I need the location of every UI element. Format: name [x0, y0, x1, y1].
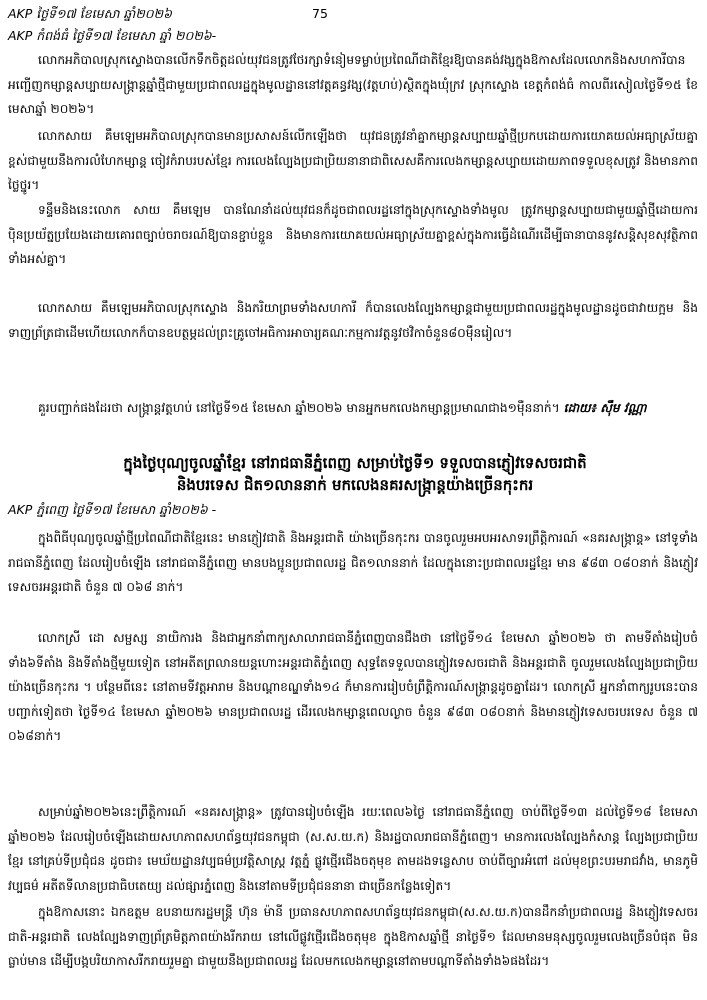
- article-1-paragraph: លោកអភិបាលស្រុកស្ទោងបានលើកទឹកចិត្តដល់យុវជនត្រូវថែរក្សាទំនៀមទម្លាប់ប្រពៃណីជាតិខ្មែរឱ្យបានគង់វង្សក្នុងឱកាសដែលលោកនិងសហការីបានអញ្ជើញកម្សាន្តសប្បាយសង្ក្រាន្តឆ្នាំថ្មីជាមួយប្រជាពលរដ្ឋក្នុងមូលដ្ឋាននៅវត្តគន្ធវង្ស(វត្តហប់)ស្ថិតក្នុងឃុំក្រវ ស្រុកស្ទោង ខេត្តកំពង់ធំ កាលពីរសៀលថ្ងៃទី១៥ ខែមេសាឆ្នាំ ២០២៦។: [8, 53, 698, 116]
- article-1-paragraph: លោកសាយ គឹមឡេមអភិបាលស្រុកស្ទោង និងភរិយាព្រមទាំងសហការី ក៏បានលេងល្បែងកម្សាន្តជាមួយប្រជាពលរដ្ឋក្នុងមូលដ្ឋានដូចជាវាយក្អម និងទាញព្រ័ត្រជាដើមហើយលោកក៏បានឧបត្ថម្ភដល់ព្រះគ្រូចៅអធិការអាចារ្យគណៈកម្មការវត្តនូវថវិកាចំនួន៨០ម៉ឺនរៀល។: [8, 301, 698, 340]
- article-2-paragraph: សម្រាប់ឆ្នាំ២០២៦នេះព្រឹត្តិការណ៍ «នគរសង្ក្រាន្ត» ត្រូវបានរៀបចំឡើង រយៈពេល៦ថ្ងៃ នៅរាជធានីភ្នំពេញ ចាប់ពីថ្ងៃទី១៣ ដល់ថ្ងៃទី១៨ ខែមេសា ឆ្នាំ២០២៦ ដែលរៀបចំឡើងដោយសហភាពសហព័ន្ធយុវជនកម្ពុជា (ស.ស.យ.ក) និងរដ្ឋបាលរាជធានីភ្នំពេញ។ មានការលេងល្បែងកំសាន្ត ល្បែងប្រជាប្រិយខ្មែរ នៅគ្រប់ទីប្រជុំជន ដូចជា៖ មេឃ័យដ្ឋានវប្បធម៌ប្រវត្តិសាស្ត្រ វត្តភ្នំ ផ្លូវថ្មើរជើងចតុមុខ តាមដងទន្លេសាប ចាប់ពីច្បារអំពៅ ដល់មុខព្រះបរមរាជវាំង, មានភូមិវប្បធម៌ អតីតទីលានប្រជាធិបតេយ្យ ដល់ផ្សារភ្នំពេញ និងនៅតាមទីប្រជុំជននានា ជាច្រើនកន្លែងទៀត។: [8, 805, 698, 893]
- article-1-byline: ដោយ៖ ស៊ឹម វណ្ណា: [563, 401, 647, 415]
- article-2-headline: [30, 452, 680, 496]
- headline-line-2: និងបរទេស ជិត១លាននាក់ មកលេងនគរសង្ក្រាន្តយ៉ាងច្រើនកុះករ: [176, 476, 534, 494]
- headline-line-1: ក្នុងថ្ងៃបុណ្យចូលឆ្នាំខ្មែរ នៅរាជធានីភ្នំពេញ សម្រាប់ថ្ងៃទី១ ទទួលបានភ្ញៀវទេសចរជាតិ: [123, 454, 587, 472]
- article-1-paragraph: ទន្ទឹមនិងនេះលោក សាយ គឹមឡេម បានណែនាំដល់យុវជនក៏ដូចជាពលរដ្ឋនៅក្នុងស្រុកស្ទោងទាំងមូល ត្រូវកម្សាន្តសប្បាយជាមួយឆ្នាំថ្មីដោយការប៉ិនប្រយ័ត្នប្រយែងដោយគោរពច្បាប់ចរាចរណ៍ឱ្យបានខ្ជាប់ខ្ជួន និងមានការយោគយល់អធ្យាស្រ័យគ្នាខ្ពស់ក្នុងការធ្វើដំណើរដើម្បីធានាបាននូវសន្តិសុខសុវត្ថិភាពទាំងអស់គ្នា។: [8, 203, 698, 266]
- article-1: [8, 28, 698, 47]
- article-1-paragraph: គួរបញ្ជាក់ផងដែរថា សង្ក្រាន្តវត្តហប់ នៅថ្ងៃទី១៥ ខែមេសា ឆ្នាំ២០២៦ មានអ្នកមកលេងកម្សាន្តប្រមាណជាង១ម៉ឺននាក់។: [38, 401, 560, 415]
- article-2-paragraph: លោកស្រី ដោ សម្ផស្ស នាយិការង និងជាអ្នកនាំពាក្យសាលារាជធានីភ្នំពេញបានជឹងថា នៅថ្ងៃទី១៤ ខែមេសា ឆ្នាំ២០២៦ ថា តាមទីតាំងរៀបចំទាំង៦ទីតាំង និងទីតាំងថ្មីមួយទៀត នៅអតីតព្រលានយន្តហោះអន្តរជាតិភ្នំពេញ សុទ្ធតែទទួលបានភ្ញៀវទេសចរជាតិ និងអន្តរជាតិ ចូលរួមលេងល្បែងប្រជាប្រិយ យ៉ាងច្រើនកុះករ ។ បន្ថែមពីនេះ នៅតាមទីវត្តអារាម និងបណ្តាខណ្ឌទាំង១៤ ក៏មានការរៀបចំព្រឹត្តិការណ៍សង្ក្រាន្តដូចគ្នាដែរ។ លោកស្រី អ្នកនាំពាក្យរូបនេះបានបញ្ជាក់ទៀតថា ថ្ងៃទី១៤ ខែមេសា ឆ្នាំ២០២៦ មានប្រជាពលរដ្ឋ ដើរលេងកម្សាន្តពេលល្ងាច ចំនួន ៩៨៣ ០៨០នាក់ និងមានភ្ញៀវទេសចរបរទេស ចំនួន ៧ ០៦៨នាក់។: [8, 631, 698, 743]
- article-2: [8, 502, 698, 521]
- page-header-source: AKP ថ្ងៃទី១៧ ខែមេសា ឆ្នាំ២០២៦: [8, 6, 172, 21]
- article-1-closing: [8, 396, 698, 446]
- article-2-paragraph: ក្នុងពិធីបុណ្យចូលឆ្នាំថ្មីប្រពៃណីជាតិខ្មែរនេះ មានភ្ញៀវជាតិ និងអន្តរជាតិ យ៉ាងច្រើនកុះករ បានចូលរួមអបអរសាទរព្រឹត្តិការណ៍ «នគរសង្ក្រាន្ត» នៅទូទាំងរាជធានីភ្នំពេញ ដែលរៀបចំឡើង នៅរាជធានីភ្នំពេញ មានបងប្អូនប្រជាពលរដ្ឋ ជិត១លាននាក់ ដែលក្នុងនោះប្រជាពលរដ្ឋខ្មែរ មាន ៩៨៣ ០៨០នាក់ និងភ្ញៀវទេសចរអន្តរជាតិ ចំនួន ៧ ០៦៨ នាក់។: [8, 531, 698, 594]
- page-number: 75: [312, 6, 328, 21]
- article-2-dateline: AKP ភ្នំពេញ ថ្ងៃទី១៧ ខែមេសា ឆ្នាំ២០២៦ -: [8, 502, 217, 517]
- article-2-paragraph: ក្នុងឱកាសនោះ ឯកឧត្តម ឧបនាយករដ្ឋមន្ត្រី ហ៊ុន ម៉ានី ប្រធានសហភាពសហព័ន្ធយុវជនកម្ពុជា(ស.ស.យ.ក)បានដឹកនាំប្រជាពលរដ្ឋ និងភ្ញៀវទេសចរជាតិ-អន្តរជាតិ លេងល្បែងទាញព្រ័ត្រមិត្តភាពយ៉ាងរីករាយ នៅលើផ្លូវថ្មើរជើងចតុមុខ ក្នុងឱកាសឆ្នាំថ្មី នាថ្ងៃទី១ ដែលមានមនុស្សចូលរួមលេងច្រើនបំផុត មិនធ្លាប់មាន ដើម្បីបង្កបរិយាកាសរីករាយរួមគ្នា ជាមួយនឹងប្រជាពលរដ្ឋ ដែលមកលេងកម្សាន្តនៅតាមបណ្តាទីតាំងទាំង៦ផងដែរ។: [8, 905, 698, 968]
- article-1-paragraph: លោកសាយ គឹមឡេមអភិបាលស្រុកបានមានប្រសាសន៍លើកឡើងថា យុវជនត្រូវនាំគ្នាកម្សាន្តសប្បាយឆ្នាំថ្មីប្រកបដោយការយោគយល់អធ្យាស្រ័យគ្នាខ្ពស់ជាមួយនឹងការលំហែកម្សាន្ត ចៀវកំរាបរបស់ខ្មែរ ការលេងល្បែងប្រជាប្រិយនានាជាពិសេសគឺការលេងកម្សាន្តសប្បាយដោយភាពទទួលខុសត្រូវ និងមានភាពថ្លៃថ្នូរ។: [8, 129, 698, 192]
- article-1-dateline: AKP កំពង់ធំ ថ្ងៃទី១៧ ខែមេសា ឆ្នាំ ២០២៦-: [8, 28, 217, 43]
